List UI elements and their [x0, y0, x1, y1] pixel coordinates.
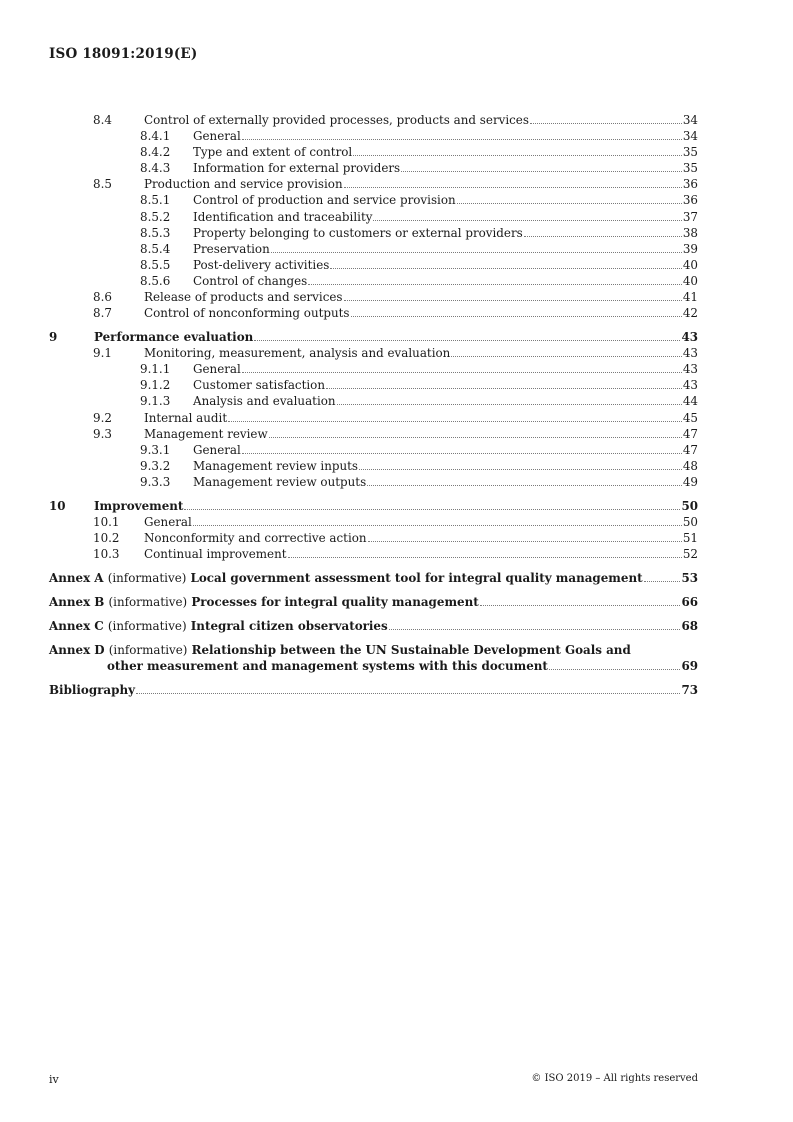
toc-entry[interactable]	[49, 257, 698, 273]
annex-b-informative: (informative)	[108, 595, 188, 610]
toc-entry-title: Customer satisfaction	[193, 378, 325, 393]
toc-entries	[49, 112, 698, 562]
toc-entry[interactable]	[49, 442, 698, 458]
dot-leader	[451, 356, 682, 357]
dot-leader	[193, 525, 682, 526]
dot-leader	[242, 372, 682, 373]
toc-entry[interactable]	[49, 144, 698, 160]
toc-entry[interactable]	[49, 289, 698, 305]
dot-leader	[184, 509, 680, 510]
toc-entry-number: 9.1.3	[140, 394, 171, 409]
table-of-contents	[49, 112, 698, 698]
toc-entry-page: 41	[682, 290, 698, 305]
toc-entry-title: Management review inputs	[193, 458, 359, 473]
toc-entry-number: 8.5.1	[140, 193, 171, 208]
toc-entry-title: Release of products and services	[144, 290, 343, 305]
toc-entry[interactable]	[49, 209, 698, 225]
toc-entry-page: 34	[682, 129, 698, 144]
copyright-notice: © ISO 2019 – All rights reserved	[531, 1073, 698, 1084]
toc-annex-b[interactable]	[49, 594, 698, 610]
dot-leader	[524, 236, 682, 237]
dot-leader	[373, 220, 681, 221]
toc-entry-number: 9.1	[93, 346, 112, 361]
dot-leader	[367, 485, 682, 486]
toc-entry-page: 50	[682, 515, 698, 530]
toc-entry-title: Control of nonconforming outputs	[144, 306, 350, 321]
annex-d-title-line1: Relationship between the UN Sustainable Development Goals and	[191, 643, 631, 658]
annex-a-prefix: Annex A	[49, 571, 104, 586]
toc-entry-title: General	[193, 442, 241, 457]
toc-entry-page: 51	[682, 531, 698, 546]
toc-entry[interactable]	[49, 361, 698, 377]
annex-c-label	[49, 618, 388, 634]
toc-entry-number: 8.5	[93, 177, 112, 192]
annex-a-informative: (informative)	[107, 571, 187, 586]
dot-leader	[353, 155, 682, 156]
toc-entry-title: Preservation	[193, 241, 270, 256]
toc-entry-page: 40	[682, 273, 698, 288]
dot-leader	[351, 316, 682, 317]
toc-entry-number: 8.4.2	[140, 145, 171, 160]
toc-entry-page: 43	[682, 346, 698, 361]
toc-entry-title: Analysis and evaluation	[193, 394, 336, 409]
toc-entry-page: 37	[682, 209, 698, 224]
dot-leader	[254, 340, 680, 341]
toc-entry-number: 8.4	[93, 113, 112, 127]
annex-b-prefix: Annex B	[49, 595, 105, 610]
toc-entry-page: 43	[681, 330, 698, 345]
dot-leader	[480, 605, 681, 606]
toc-entry-page: 39	[682, 241, 698, 256]
toc-entry-page: 35	[682, 161, 698, 176]
toc-annex-a[interactable]	[49, 570, 698, 586]
toc-entry-title: Nonconformity and corrective action	[144, 531, 367, 546]
toc-entry[interactable]	[49, 112, 698, 128]
toc-entry[interactable]	[49, 474, 698, 490]
toc-entry-page: 38	[682, 225, 698, 240]
toc-entry[interactable]	[49, 128, 698, 144]
toc-entry-number: 8.5.3	[140, 225, 171, 240]
toc-entry-number: 9.3	[93, 426, 112, 441]
toc-entry-title: Internal audit	[144, 410, 228, 425]
dot-leader	[389, 629, 681, 630]
toc-entry-title: Management review	[144, 426, 268, 441]
toc-entry-title: Control of externally provided processes, products and services	[144, 113, 529, 127]
toc-entry-page: 40	[682, 257, 698, 272]
toc-entry-page: 47	[682, 426, 698, 441]
annex-d-informative: (informative)	[108, 643, 188, 658]
toc-entry-title: Control of changes	[193, 273, 308, 288]
toc-entry-page: 50	[681, 498, 698, 513]
toc-entry-page: 35	[682, 145, 698, 160]
annex-d-page: 69	[681, 659, 698, 674]
dot-leader	[308, 284, 682, 285]
toc-entry-page: 36	[682, 193, 698, 208]
toc-entry-number: 8.5.2	[140, 209, 171, 224]
dot-leader	[644, 581, 681, 582]
dot-leader	[368, 541, 682, 542]
annex-b-title: Processes for integral quality management	[191, 595, 479, 610]
toc-entry-number: 8.4.1	[140, 129, 171, 144]
toc-entry[interactable]	[49, 377, 698, 393]
toc-entry-page: 52	[682, 547, 698, 562]
toc-entry-number: 9.1.2	[140, 378, 171, 393]
annex-a-title: Local government assessment tool for integral quality management	[190, 571, 643, 586]
toc-entry-title: Information for external providers	[193, 161, 401, 176]
toc-bibliography[interactable]	[49, 682, 698, 698]
annex-a-page: 53	[681, 571, 698, 586]
annex-b-page: 66	[681, 595, 698, 610]
toc-entry[interactable]	[49, 241, 698, 257]
toc-entry-title: Production and service provision	[144, 177, 343, 192]
dot-leader	[242, 453, 682, 454]
dot-leader	[457, 203, 682, 204]
toc-entry-title: Continual improvement	[144, 547, 287, 562]
toc-entry-page: 34	[682, 113, 698, 127]
toc-entry-title: Improvement	[94, 498, 184, 513]
toc-entry[interactable]	[49, 305, 698, 321]
dot-leader	[330, 268, 682, 269]
toc-entry[interactable]	[49, 393, 698, 409]
dot-leader	[337, 404, 682, 405]
toc-entry-number: 10	[49, 498, 66, 513]
annex-d-line1	[49, 642, 698, 658]
toc-entry[interactable]	[49, 458, 698, 474]
toc-entry-title: Monitoring, measurement, analysis and evaluation	[144, 346, 451, 361]
toc-entry-number: 10.1	[93, 515, 120, 530]
dot-leader	[271, 252, 682, 253]
toc-entry-number: 9.1.1	[140, 362, 171, 377]
dot-leader	[344, 187, 682, 188]
toc-entry-page: 44	[682, 394, 698, 409]
annex-b-label	[49, 594, 479, 610]
toc-entry-number: 9.3.1	[140, 442, 171, 457]
page-number: iv	[49, 1073, 59, 1086]
dot-leader	[344, 300, 682, 301]
dot-leader	[288, 557, 682, 558]
toc-annex-d[interactable]	[49, 642, 698, 674]
toc-entry-title: General	[144, 515, 192, 530]
toc-entry[interactable]	[49, 426, 698, 442]
toc-entry-title: Post-delivery activities	[193, 257, 330, 272]
document-id-header: ISO 18091:2019(E)	[49, 46, 198, 62]
dot-leader	[530, 123, 682, 124]
toc-entry-title: Property belonging to customers or external providers	[193, 225, 523, 240]
bibliography-title: Bibliography	[49, 683, 135, 698]
toc-entry[interactable]	[49, 514, 698, 530]
toc-entry-number: 9.3.2	[140, 458, 171, 473]
toc-entry[interactable]	[49, 410, 698, 426]
dot-leader	[269, 437, 682, 438]
toc-entry-number: 8.6	[93, 290, 112, 305]
dot-leader	[242, 139, 682, 140]
annex-c-prefix: Annex C	[49, 619, 104, 634]
toc-entry[interactable]	[49, 273, 698, 289]
toc-entry[interactable]	[49, 225, 698, 241]
toc-entry-page: 42	[682, 306, 698, 321]
toc-entry-page: 43	[682, 378, 698, 393]
annex-d-title-line2: other measurement and management systems with this document	[107, 659, 548, 674]
toc-entry-page: 45	[682, 410, 698, 425]
toc-entry-page: 48	[682, 458, 698, 473]
annex-c-page: 68	[681, 619, 698, 634]
toc-entry-number: 9	[49, 330, 58, 345]
toc-entry[interactable]	[49, 498, 698, 514]
annex-a-label	[49, 570, 643, 586]
annex-c-title: Integral citizen observatories	[190, 619, 388, 634]
toc-entry-title: Management review outputs	[193, 474, 367, 489]
toc-entry-number: 10.2	[93, 531, 120, 546]
toc-entry[interactable]	[49, 192, 698, 208]
toc-entry-title: Identification and traceability	[193, 209, 373, 224]
toc-entry[interactable]	[49, 160, 698, 176]
toc-entry-number: 8.5.6	[140, 273, 171, 288]
annex-d-prefix: Annex D	[49, 643, 105, 658]
toc-entry-title: Type and extent of control	[193, 145, 353, 160]
dot-leader	[326, 388, 682, 389]
toc-entry-page: 47	[682, 442, 698, 457]
toc-entry-number: 9.3.3	[140, 474, 171, 489]
toc-entry-title: General	[193, 129, 241, 144]
toc-entry-number: 8.4.3	[140, 161, 171, 176]
toc-entry[interactable]	[49, 176, 698, 192]
toc-annex-c[interactable]	[49, 618, 698, 634]
toc-entry-number: 8.7	[93, 306, 112, 321]
toc-entry[interactable]	[49, 546, 698, 562]
toc-entry[interactable]	[49, 329, 698, 345]
toc-entry-number: 9.2	[93, 410, 112, 425]
dot-leader	[359, 469, 682, 470]
dot-leader	[228, 421, 682, 422]
toc-entry-title: Performance evaluation	[94, 330, 254, 345]
bibliography-page: 73	[681, 683, 698, 698]
annex-c-informative: (informative)	[107, 619, 187, 634]
dot-leader	[549, 669, 681, 670]
toc-entry-title: Control of production and service provision	[193, 193, 456, 208]
annex-d-line2	[49, 658, 698, 674]
toc-entry-page: 36	[682, 177, 698, 192]
toc-entry-number: 8.5.5	[140, 257, 171, 272]
toc-entry-number: 8.5.4	[140, 241, 171, 256]
toc-entry[interactable]	[49, 345, 698, 361]
toc-entry-title: General	[193, 362, 241, 377]
dot-leader	[136, 693, 680, 694]
toc-entry-page: 49	[682, 474, 698, 489]
dot-leader	[401, 171, 682, 172]
toc-entry-number: 10.3	[93, 547, 120, 562]
toc-entry[interactable]	[49, 530, 698, 546]
toc-entry-page: 43	[682, 362, 698, 377]
